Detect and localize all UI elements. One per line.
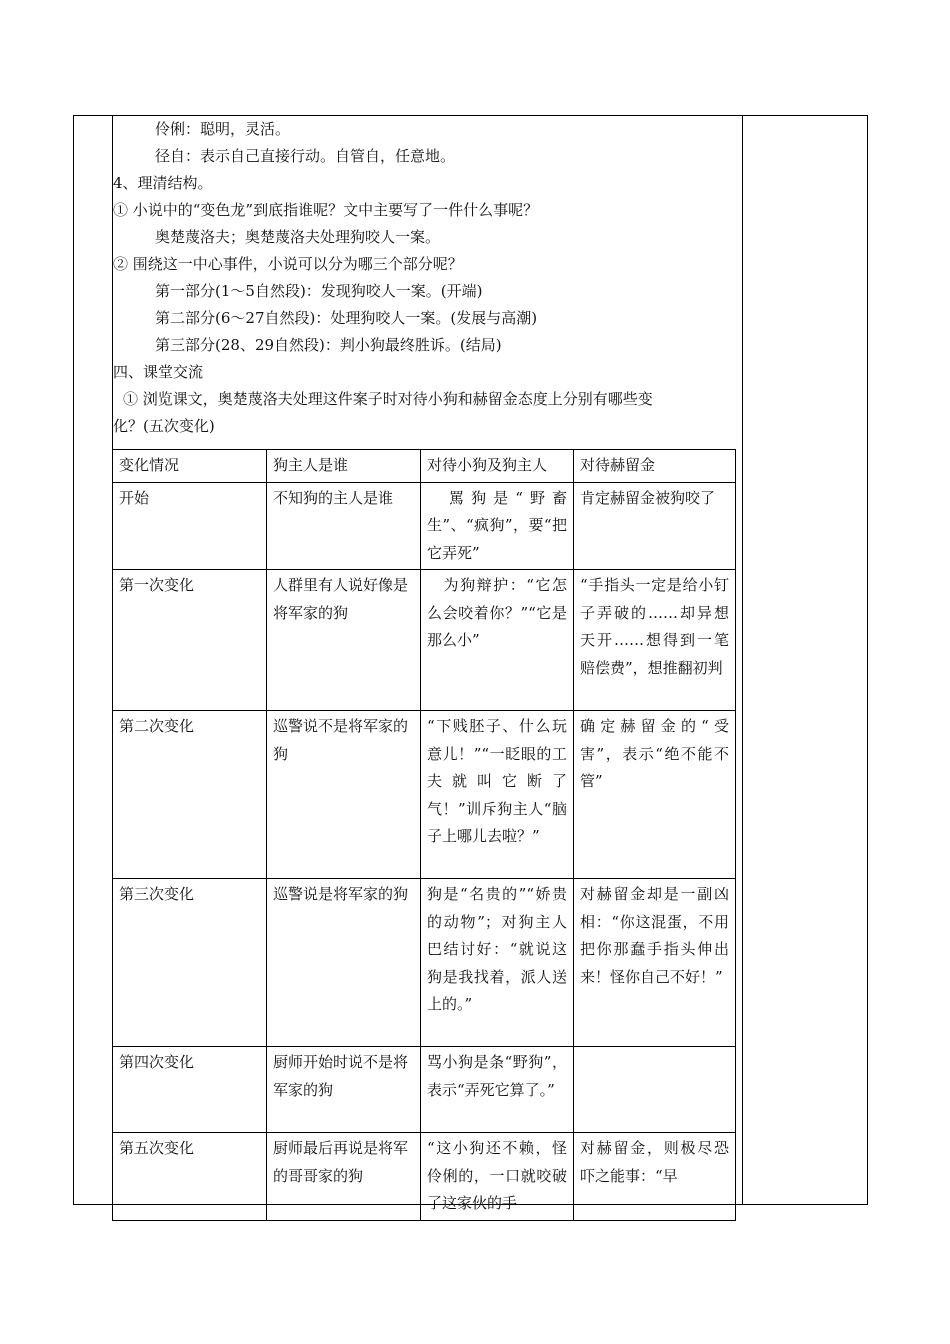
table-row bbox=[113, 1047, 736, 1133]
table-cell: 人群里有人说好像是将军家的狗 bbox=[267, 570, 421, 711]
table-cell: 第四次变化 bbox=[113, 1047, 267, 1133]
table-header-row bbox=[113, 450, 736, 483]
table-cell: 罵狗是“野畜生”、“疯狗”，要“把它弄死” bbox=[421, 482, 574, 570]
table-cell: 狗是“名贵的”“娇贵的动物”；对狗主人巴结讨好：“就说这狗是我找着，派人送上的。” bbox=[421, 879, 574, 1047]
table-row bbox=[113, 570, 736, 711]
header-cell: 变化情况 bbox=[113, 450, 267, 483]
table-cell: 肯定赫留金被狗咬了 bbox=[574, 482, 736, 570]
answer-1: 奥楚蔑洛夫；奥楚蔑洛夫处理狗咬人一案。 bbox=[155, 228, 441, 246]
part-3: 第三部分(28、29自然段)：判小狗最终胜诉。(结局) bbox=[155, 336, 502, 354]
section-heading-structure: 4、理清结构。 bbox=[113, 174, 213, 192]
table-cell: 厨师开始时说不是将军家的狗 bbox=[267, 1047, 421, 1133]
table-cell: 第三次变化 bbox=[113, 879, 267, 1047]
table-cell: 对赫留金，则极尽恐吓之能事：“早 bbox=[574, 1133, 736, 1221]
table-cell bbox=[574, 1047, 736, 1133]
table-cell: 第二次变化 bbox=[113, 711, 267, 879]
part-1: 第一部分(1～5自然段)：发现狗咬人一案。(开端) bbox=[155, 282, 483, 300]
table-cell: “手指头一定是给小钉子弄破的……却异想天开……想得到一笔赔偿费”，想推翻初判 bbox=[574, 570, 736, 711]
section-heading-discussion: 四、课堂交流 bbox=[113, 363, 204, 381]
header-cell: 狗主人是谁 bbox=[267, 450, 421, 483]
table-cell: 不知狗的主人是谁 bbox=[267, 482, 421, 570]
table-row bbox=[113, 711, 736, 879]
table-cell: 对赫留金却是一副凶相：“你这混蛋，不用把你那蠢手指头伸出来！怪你自己不好！” bbox=[574, 879, 736, 1047]
table-row bbox=[113, 1133, 736, 1221]
table-row bbox=[113, 482, 736, 570]
table-cell: 厨师最后再说是将军的哥哥家的狗 bbox=[267, 1133, 421, 1221]
table-cell: 第五次变化 bbox=[113, 1133, 267, 1221]
discussion-question-line-1: ① 浏览课文，奥楚蔑洛夫处理这件案子时对待小狗和赫留金态度上分别有哪些变 bbox=[123, 390, 653, 408]
header-cell: 对待小狗及狗主人 bbox=[421, 450, 574, 483]
table-cell: 开始 bbox=[113, 482, 267, 570]
table-cell: 第一次变化 bbox=[113, 570, 267, 711]
part-2: 第二部分(6～27自然段)：处理狗咬人一案。(发展与高潮) bbox=[155, 309, 538, 327]
table-cell: “这小狗还不赖，怪伶俐的，一口就咬破了这家伙的手 bbox=[421, 1133, 574, 1221]
table-cell: 巡警说是将军家的狗 bbox=[267, 879, 421, 1047]
table-cell: 骂小狗是条“野狗”，表示“弄死它算了。” bbox=[421, 1047, 574, 1133]
table-cell: “下贱胚子、什么玩意儿！”“一眨眼的工夫就叫它断了气！”训斥狗主人“脑子上哪儿去啦？” bbox=[421, 711, 574, 879]
frame-divider-right bbox=[742, 116, 743, 1204]
vocab-line-2: 径自：表示自己直接行动。自管自，任意地。 bbox=[155, 147, 456, 165]
discussion-question-line-2: 化？(五次变化) bbox=[113, 417, 215, 435]
vocab-line-1: 伶俐：聪明，灵活。 bbox=[155, 120, 291, 138]
header-cell: 对待赫留金 bbox=[574, 450, 736, 483]
table-row bbox=[113, 879, 736, 1047]
table-cell: 巡警说不是将军家的狗 bbox=[267, 711, 421, 879]
question-2: ② 围绕这一中心事件，小说可以分为哪三个部分呢？ bbox=[113, 255, 463, 273]
question-1: ① 小说中的“变色龙”到底指谁呢？文中主要写了一件什么事呢？ bbox=[113, 201, 539, 219]
lesson-content bbox=[113, 116, 741, 440]
table-cell: 为狗辩护：“它怎么会咬着你？”“它是那么小” bbox=[421, 570, 574, 711]
attitude-change-table bbox=[112, 449, 736, 1221]
table-cell: 确定赫留金的“受害”，表示“绝不能不管” bbox=[574, 711, 736, 879]
